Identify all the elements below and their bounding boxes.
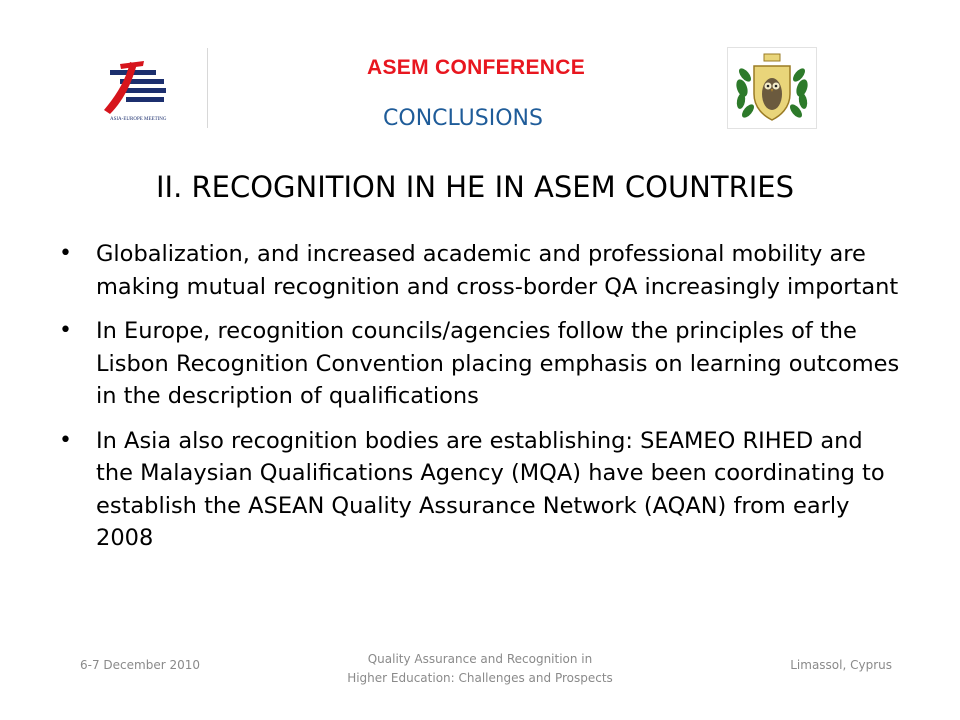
conference-title: ASEM CONFERENCE <box>366 56 586 79</box>
bullet-dot-icon: • <box>59 318 72 343</box>
bullet-text: In Asia also recognition bodies are establishing: SEAMEO RIHED and the Malaysian Qualifications Agency (MQA) have been coordinating to establish the ASEAN Quality Assurance Network (AQAN) from early 2008 <box>96 427 885 551</box>
slide-title: II. RECOGNITION IN HE IN ASEM COUNTRIES <box>155 170 795 204</box>
bullet-dot-icon: • <box>59 241 72 266</box>
conclusions-subtitle: CONCLUSIONS <box>383 106 543 131</box>
bullet-dot-icon: • <box>59 427 72 453</box>
footer-location: Limassol, Cyprus <box>790 658 892 672</box>
bullet-text: In Europe, recognition councils/agencies follow the principles of the Lisbon Recognition Convention placing emphasis on learning outcomes in the description of qualifications <box>96 318 900 409</box>
bullet-text: Globalization, and increased academic and professional mobility are making mutual recognition and cross-border QA increasingly important <box>96 241 899 300</box>
asem-logo-caption: ASIA-EUROPE MEETING <box>110 117 167 122</box>
bullet-item <box>56 315 906 413</box>
bullet-item <box>56 238 906 303</box>
footer-event <box>320 650 640 688</box>
bullet-list <box>56 238 906 567</box>
footer-date: 6-7 December 2010 <box>80 658 200 672</box>
footer-event-line-2: Higher Education: Challenges and Prospects <box>347 671 613 685</box>
footer-event-line-1: Quality Assurance and Recognition in <box>367 652 593 666</box>
bullet-item <box>56 425 906 555</box>
